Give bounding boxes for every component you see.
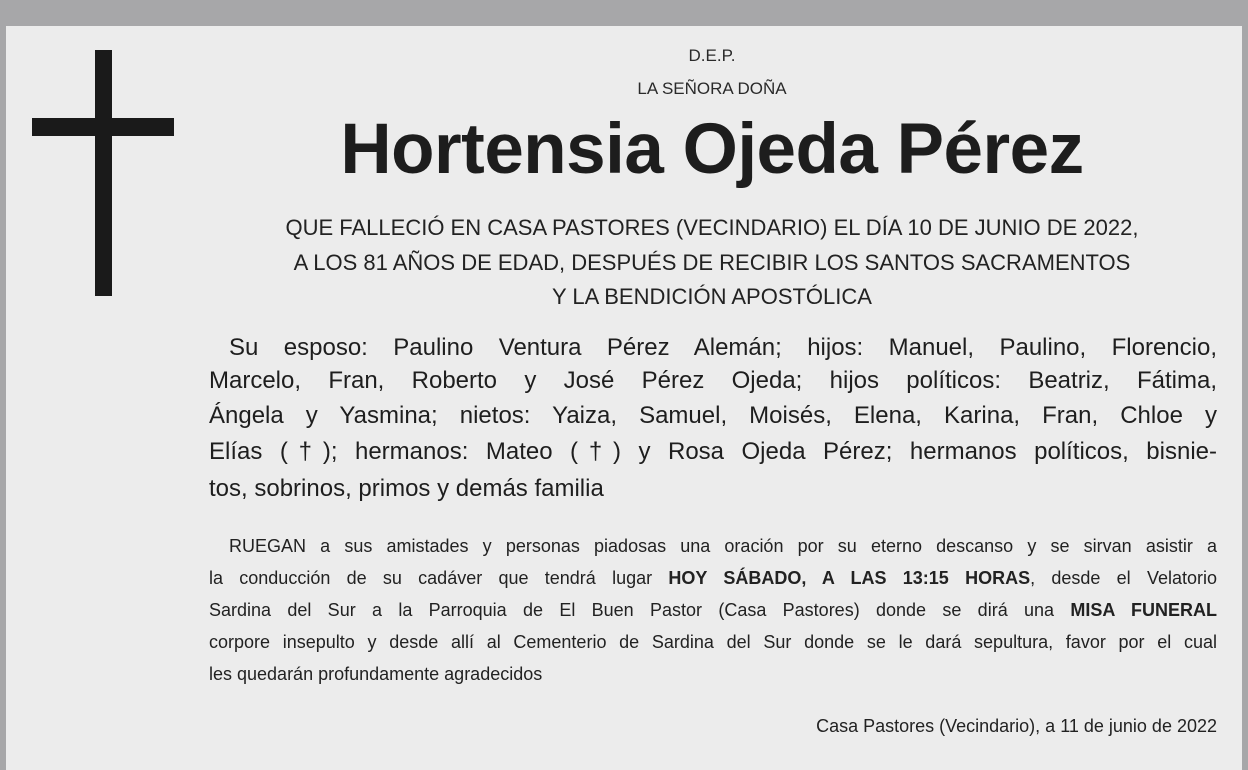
death-line-2: A LOS 81 AÑOS DE EDAD, DESPUÉS DE RECIBIR LOS SANTOS SACRAMENTOS (293, 250, 1131, 275)
request-line-5: les quedarán profundamente agradecidos (209, 664, 543, 684)
family-line-1: Su esposo: Paulino Ventura Pérez Alemán; hijos: Manuel, Paulino, Florencio, (229, 334, 1217, 361)
place-date-signoff: Casa Pastores (Vecindario), a 11 de junio de 2022 (816, 716, 1217, 736)
family-line-5: tos, sobrinos, primos y demás familia (209, 475, 604, 502)
request-line-2-end: , desde el Velatorio (1030, 568, 1217, 588)
family-line-3: Ángela y Yasmina; nietos: Yaiza, Samuel, Moisés, Elena, Karina, Fran, Chloe y (209, 402, 1217, 429)
family-line-2: Marcelo, Fran, Roberto y José Pérez Ojeda; hijos políticos: Beatriz, Fátima, (209, 367, 1217, 394)
cross-icon-vertical-bar (95, 50, 112, 296)
honorific: LA SEÑORA DOÑA (637, 79, 787, 98)
request-line-4: corpore insepulto y desde allí al Cementerio de Sardina del Sur donde se le dará sepultura, favor por el cual (209, 632, 1217, 652)
death-line-1: QUE FALLECIÓ EN CASA PASTORES (VECINDARIO) EL DÍA 10 DE JUNIO DE 2022, (285, 215, 1139, 240)
death-line-3: Y LA BENDICIÓN APOSTÓLICA (552, 284, 872, 309)
mass-label: MISA FUNERAL (1070, 600, 1217, 620)
deceased-name: Hortensia Ojeda Pérez (340, 110, 1084, 189)
rip-heading: D.E.P. (688, 46, 736, 65)
request-line-2 (209, 567, 1217, 589)
request-line-3-start: Sardina del Sur a la Parroquia de El Buen Pastor (Casa Pastores) donde se dirá una (209, 600, 1071, 620)
request-line-2-start: la conducción de su cadáver que tendrá lugar (209, 568, 669, 588)
ceremony-time: HOY SÁBADO, A LAS 13:15 HORAS (668, 568, 1031, 588)
request-line-1: RUEGAN a sus amistades y personas piadosas una oración por su eterno descanso y se sirvan asistir a (229, 536, 1217, 556)
request-line-3 (209, 599, 1217, 621)
cross-icon-horizontal-bar (32, 118, 174, 136)
family-line-4: Elías (†); hermanos: Mateo (†) y Rosa Ojeda Pérez; hermanos políticos, bisnie- (209, 438, 1217, 465)
